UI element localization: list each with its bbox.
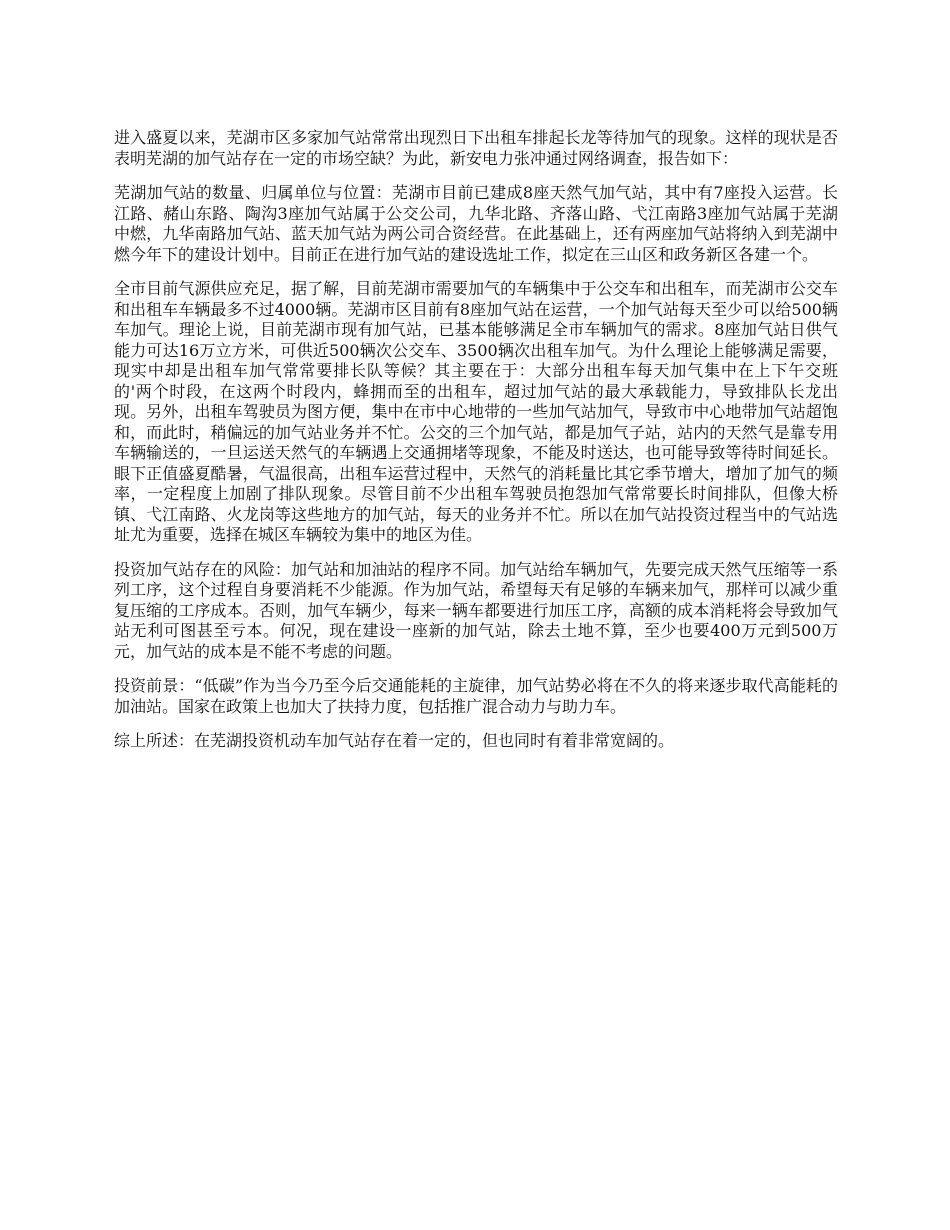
conclusion-paragraph: 综上所述：在芜湖投资机动车加气站存在着一定的，但也同时有着非常宽阔的。 <box>114 731 675 750</box>
station-count-paragraph: 芜湖加气站的数量、归属单位与位置：芜湖市目前已建成8座天然气加气站，其中有7座投入运营。长江路、赭山东路、陶沟3座加气站属于公交公司，九华北路、齐落山路、弋江南路3座加气站属于芜湖中燃，九华南路加气站、蓝天加气站为两公司合资经营。在此基础上，还有两座加气站将纳入到芜湖中燃今年下的建设计划中。目前正在进行加气站的建设选址工作，拟定在三山区和政务新区各建一个。 <box>114 183 838 264</box>
gas-supply-paragraph: 全市目前气源供应充足，据了解，目前芜湖市需要加气的车辆集中于公交车和出租车，而芜湖市公交车和出租车车辆最多不过4000辆。芜湖市区目前有8座加气站在运营，一个加气站每天至少可以给500辆车加气。理论上说，目前芜湖市现有加气站，已基本能够满足全市车辆加气的需求。8座加气站日供气能力可达16万立方米，可供近500辆次公交车、3500辆次出租车加气。为什么理论上能够满足需要，现实中却是出租车加气常常要排长队等候？其主要在于：大部分出租车每天加气集中在上下午交班的'两个时段，在这两个时段内，蜂拥而至的出租车，超过加气站的最大承载能力，导致排队长龙出现。另外，出租车驾驶员为图方便，集中在市中心地带的一些加气站加气，导致市中心地带加气站超饱和，而此时，稍偏远的加气站业务并不忙。公交的三个加气站，都是加气子站，站内的天然气是靠专用车辆输送的，一旦运送天然气的车辆遇上交通拥堵等现象，不能及时送达，也可能导致等待时间延长。眼下正值盛夏酷暑，气温很高，出租车运营过程中，天然气的消耗量比其它季节增大，增加了加气的频率，一定程度上加剧了排队现象。尽管目前不少出租车驾驶员抱怨加气常常要长时间排队，但像大桥镇、弋江南路、火龙岗等这些地方的加气站，每天的业务并不忙。所以在加气站投资过程当中的气站选址尤为重要，选择在城区车辆较为集中的地区为佳。 <box>114 279 838 544</box>
document-body <box>114 128 838 766</box>
investment-risk-paragraph: 投资加气站存在的风险：加气站和加油站的程序不同。加气站给车辆加气，先要完成天然气压缩等一系列工序，这个过程自身要消耗不少能源。作为加气站，希望每天有足够的车辆来加气，那样可以减少重复压缩的工序成本。否则，加气车辆少，每来一辆车都要进行加压工序，高额的成本消耗将会导致加气站无利可图甚至亏本。何况，现在建设一座新的加气站，除去土地不算，至少也要400万元到500万元，加气站的成本是不能不考虑的问题。 <box>114 559 838 661</box>
intro-paragraph: 进入盛夏以来，芜湖市区多家加气站常常出现烈日下出租车排起长龙等待加气的现象。这样的现状是否表明芜湖的加气站存在一定的市场空缺？为此，新安电力张冲通过网络调查，报告如下： <box>114 128 838 168</box>
investment-prospect-paragraph: 投资前景：“低碳”作为当今乃至今后交通能耗的主旋律，加气站势必将在不久的将来逐步取代高能耗的加油站。国家在政策上也加大了扶持力度，包括推广混合动力与助力车。 <box>114 676 838 716</box>
